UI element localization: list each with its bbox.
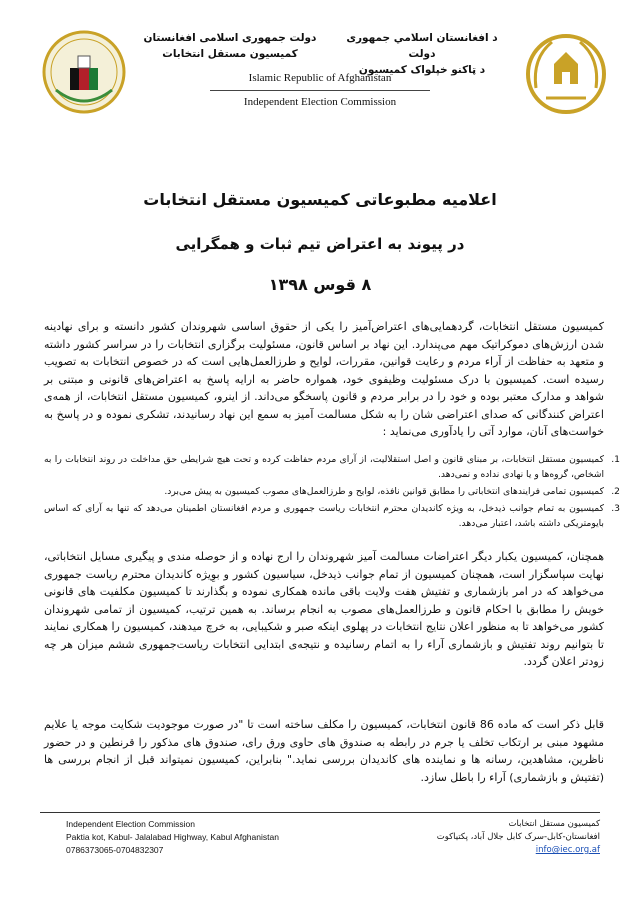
document-title: اعلامیه مطبوعاتی کمیسیون مستقل انتخابات [143, 190, 497, 209]
list-item-number: 1. [611, 454, 620, 465]
list-item-text: کمیسیون تمامی فرایندهای انتخاباتی را مطابق قوانین نافذه، لوایح و طرزالعمل‌های مصوب کمیسیون به پیش می‌برد. [164, 486, 604, 497]
list-item-number: 2. [611, 486, 620, 497]
footer-address-dari: افغانستان-کابل-سرک کابل جلال آباد، پکتیاکوت [436, 832, 600, 842]
header-pashto-line2: د ټاکنو خپلواک کمیسیون [358, 64, 486, 76]
header-english-text [180, 70, 460, 111]
footer-divider [40, 812, 600, 813]
header-dari-line1: دولت جمهوری اسلامی افغانستان [143, 32, 317, 44]
footer-address: Paktia kot, Kabul- Jalalabad Highway, Kabul Afghanistan [66, 832, 279, 842]
state-emblem [522, 28, 610, 116]
paragraph-3: قابل ذکر است که ماده 86 قانون انتخابات، کمیسیون را مکلف ساخته است تا "در صورت موجودیت شکایت موجه یا علایم مشهود مبنی بر ارتکاب تخلف یا جرم در رابطه به صندوق های حاوی ورق رای، صندوق های مذکور را قرنطین و در حضور ناظرین، مشاهدین، رسانه ها و نماینده های کاندیدان بررسی نماید." بنابراین، کمیسیون نمیتواند قبل از انجام بررسی ها (تفتیش و بازشماری) آراء را باطل سازد. [44, 718, 604, 784]
header-english-line1: Islamic Republic of Afghanistan [248, 72, 392, 84]
header-dari-line2: کمیسیون مستقل انتخابات [162, 48, 298, 60]
list-item [44, 452, 620, 482]
paragraph-2: همچنان، کمیسیون یکبار دیگر اعتراضات مسالمت آمیز شهروندان را ارج نهاده و از حوصله مندی و پیگیری مسایل انتخاباتی، نهایت سپاسگزار است، همچنان کمیسیون از تمام جوانب ذیدخل، سیاسیون کشور و بوِیژه کاندیدان محترم ریاست جمهوری می‌خواهد که در امر بازشماری و تفتیش هفت ولایت باقی مانده همکاری نموده و بگذارند تا کمیسیون مکلفیت های قانونی خویش را مطابق با احکام قانون و طرزالعمل‌های مصوب به انجام برساند. به همین ترتیب، کمیسیون از تمامی شهروندان کشور می‌خواهد تا به منظور اعلان نتایج انتخابات در پهلوی اینکه صبر و شکیبایی، به خرچ میدهند، کمیسیون را همکاری نمایند تا بتوانیم روند تفتیش و بازشماری آراء را به اتمام رسانیده و نتیجه‌ی ابتدایی انتخابات ریاست‌جمهوری ششم میزان هر چه زودتر اعلان گردد. [44, 550, 604, 668]
document-date: ۸ قوس ۱۳۹۸ [268, 275, 372, 294]
list-item-text: کمیسیون به تمام جوانب ذیدخل، به ویژه کاندیدان محترم انتخابات ریاست جمهوری و مردم افغانستان اطمینان می‌دهد که تنها به آرای که اساس بایومتریکی داشته باشد، اعتبار می‌دهد. [44, 503, 604, 529]
list-item-text: کمیسیون مستقل انتخابات، بر مبنای قانون و اصل استقلالیت، از آرای مردم حفاظت کرده و تحت هیچ شرایطی حق مداخلت در روند انتخابات را به اشخاص، گروه‌ها و یا نهادی نداده و نمی‌دهد. [44, 454, 604, 480]
points-list [44, 452, 622, 533]
list-item [44, 501, 620, 531]
footer-org-name: Independent Election Commission [66, 819, 195, 829]
list-item [44, 484, 620, 499]
footer-english [66, 818, 326, 857]
footer-dari [400, 818, 600, 857]
list-item-number: 3. [611, 503, 620, 514]
iec-logo [40, 28, 128, 116]
paragraph-1: کمیسیون مستقل انتخابات، گردهمایی‌های اعتراض‌آمیز را یکی از حقوق اساسی شهروندان کشور دانسته و برای نهادینه شدن ارزش‌های دموکراتیک مهم می‌پندارد. این نهاد بر اساس قانون، مسئولیت برگزاری انتخابات را در سراسر کشور داشته و متعهد به حفاظت از آراء مردم و رعایت قوانین، مقررات، لوایح و طرزالعمل‌هایی است که در خصوص انتخابات به تصویب رسیده است. کمیسیون با درک مسئولیت وظیفوی خود، همواره حاضر به ارایه پاسخ به اعتراض‌های قانونی و مبتنی بر شواهد و مدارک معتبر بوده و خود را در برابر مردم و قانون پاسخگو می‌داند. از اینرو، کمیسیون مستقل انتخابات، از همه‌ی اعتراض کنندگانی که صدای اعتراضی شان را به شکل مسالمت آمیز به سمع این نهاد رسانیدند، تشکری نموده و در پاسخ به خواست‌های آنان، موارد آتی را یادآوری می‌نماید : [44, 320, 604, 438]
footer-org-name-dari: کمیسیون مستقل انتخابات [508, 819, 600, 829]
header-divider [210, 90, 430, 91]
header-dari-text [140, 30, 320, 62]
document-subtitle: در پیوند به اعتراض تیم ثبات و همگرایی [175, 235, 465, 253]
header-english-line2: Independent Election Commission [243, 96, 397, 108]
header-pashto-line1: د افغانستان اسلامي جمهوری دولت [346, 32, 498, 60]
footer-phone: 0786373065-0704832307 [66, 845, 164, 855]
footer-email-link[interactable]: info@iec.org.af [535, 845, 600, 855]
